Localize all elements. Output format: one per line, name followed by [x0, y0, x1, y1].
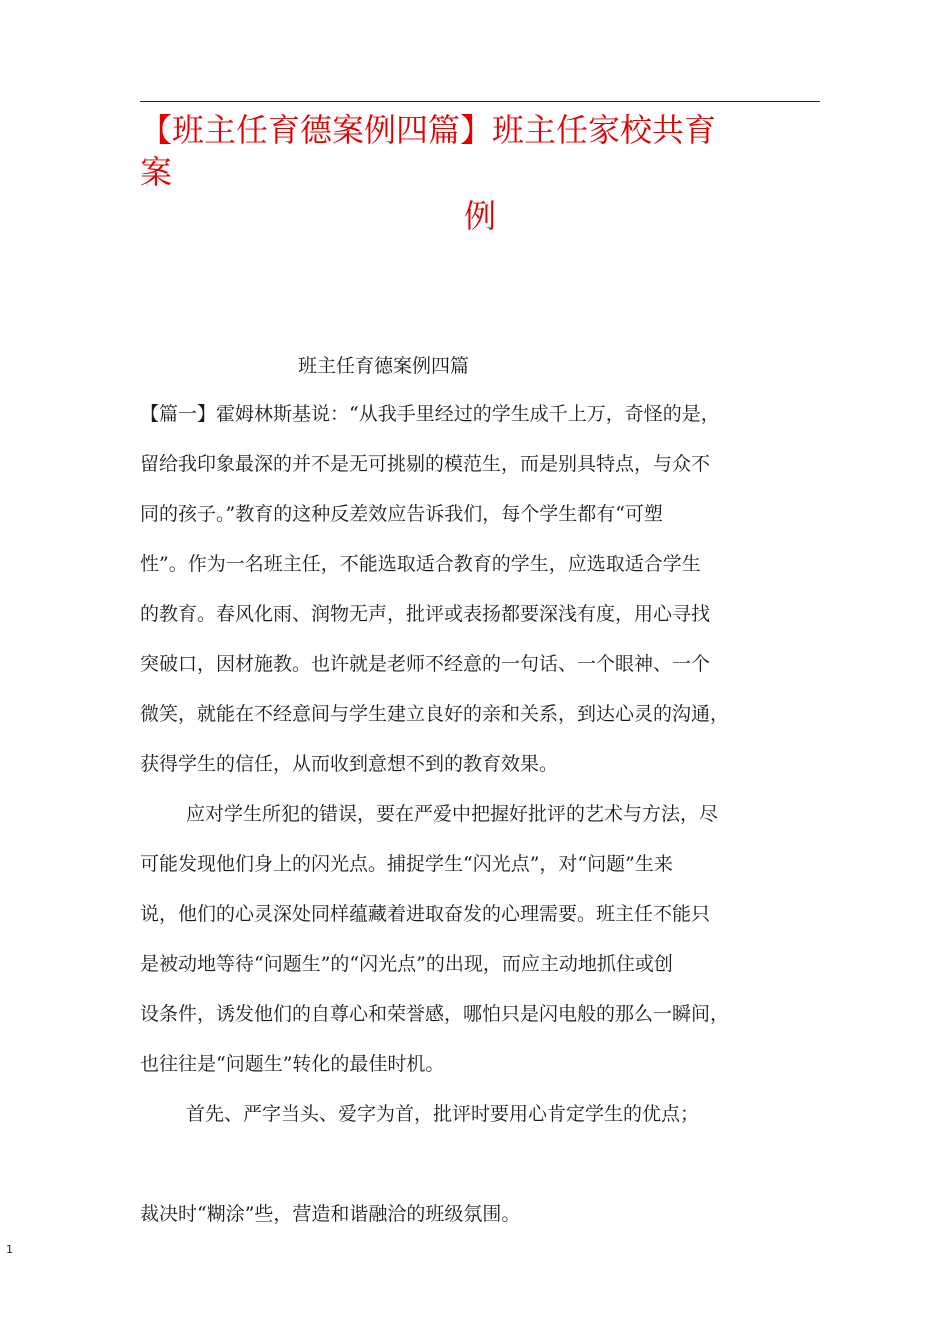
paragraph-line: 【篇一】霍姆林斯基说：“从我手里经过的学生成千上万，奇怪的是， — [140, 403, 720, 425]
paragraph-line: 设条件，诱发他们的自尊心和荣誉感，哪怕只是闪电般的那么一瞬间， — [140, 1003, 730, 1025]
paragraph-line: 首先、严字当头、爱字为首，批评时要用心肯定学生的优点； — [186, 1103, 700, 1125]
paragraph-line: 同的孩子。”教育的这种反差效应告诉我们，每个学生都有“可塑 — [140, 503, 663, 525]
paragraph-line: 微笑，就能在不经意间与学生建立良好的亲和关系，到达心灵的沟通， — [140, 703, 730, 725]
title-line-3: 例 — [463, 197, 496, 235]
page-number: 1 — [6, 1243, 13, 1256]
paragraph-line: 说，他们的心灵深处同样蕴藏着进取奋发的心理需要。班主任不能只 — [140, 903, 711, 925]
paragraph-line: 裁决时“糊涂”些，营造和谐融洽的班级氛围。 — [140, 1203, 521, 1225]
top-rule — [140, 101, 820, 102]
paragraph-line: 性”。作为一名班主任，不能选取适合教育的学生，应选取适合学生 — [140, 553, 701, 575]
paragraph-line: 获得学生的信任，从而收到意想不到的教育效果。 — [140, 753, 559, 775]
title-line-2: 案 — [140, 153, 173, 191]
paragraph-line: 是被动地等待“问题生”的“闪光点”的出现，而应主动地抓住或创 — [140, 953, 673, 975]
document-subtitle: 班主任育德案例四篇 — [298, 355, 470, 377]
paragraph-line: 也往往是“问题生”转化的最佳时机。 — [140, 1053, 445, 1075]
title-line-1: 【班主任育德案例四篇】班主任家校共育 — [140, 111, 717, 149]
paragraph-line: 留给我印象最深的并不是无可挑剔的模范生，而是别具特点，与众不 — [140, 453, 711, 475]
paragraph-line: 突破口，因材施教。也许就是老师不经意的一句话、一个眼神、一个 — [140, 653, 711, 675]
paragraph-line: 可能发现他们身上的闪光点。捕捉学生“闪光点”，对“问题”生来 — [140, 853, 673, 875]
paragraph-line: 的教育。春风化雨、润物无声，批评或表扬都要深浅有度，用心寻找 — [140, 603, 711, 625]
paragraph-line: 应对学生所犯的错误，要在严爱中把握好批评的艺术与方法，尽 — [186, 803, 719, 825]
